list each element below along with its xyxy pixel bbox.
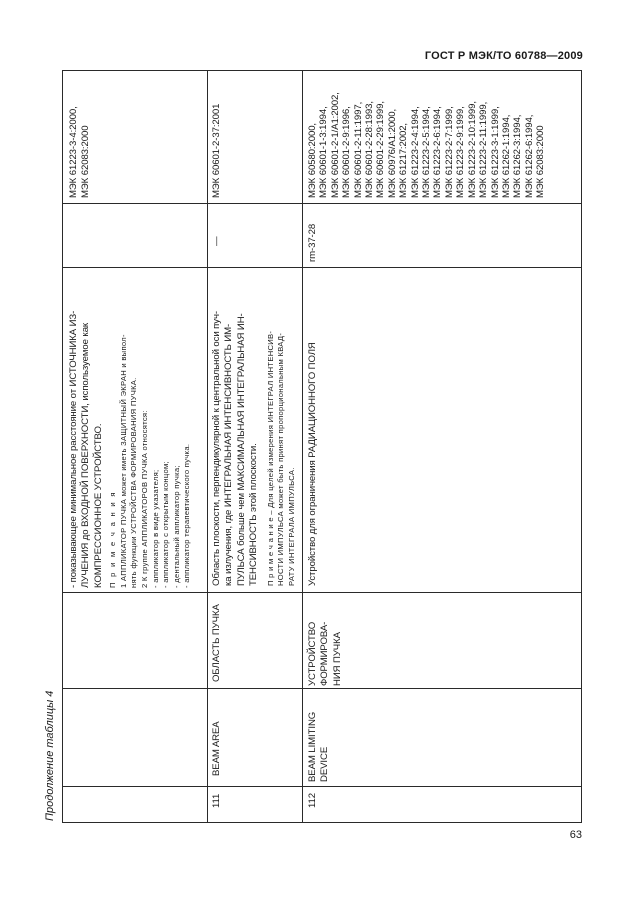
reference-item: МЭК 61262-6:1994, (523, 114, 535, 198)
reference-item: МЭК 61223-2-6:1994, (432, 106, 444, 198)
reference-item: МЭК 61262-1:1994, (500, 114, 512, 198)
reference-item: МЭК 62083:2000 (80, 125, 92, 198)
note-line: РАТУ ИНТЕГРАЛА ИМПУЛЬСА. (286, 467, 296, 586)
reference-item: МЭК 60601-2-11:1997, (352, 101, 364, 198)
table-border-bottom (62, 822, 582, 823)
reference-item: МЭК 60601-2-1/А1:2002, (329, 92, 341, 198)
table-border-right (581, 70, 582, 822)
reference-item: МЭК 61223-2-7:1999, (443, 106, 455, 198)
reference-item: МЭК 60601-2-29:1999, (375, 101, 387, 198)
note-line: НОСТИ ИМПУЛЬСА может быть принят пропорциональным КВАД- (276, 332, 286, 586)
column-separator (62, 592, 582, 593)
note-line: 2 К группе АППЛИКАТОРОВ ПУЧКА относятся: (140, 410, 149, 588)
row-112-references (307, 70, 547, 198)
definition-line: ЛУЧЕНИЯ до ВХОДНОЙ ПОВЕРХНОСТИ, используемое как (80, 322, 92, 588)
reference-item: МЭК 61223-3-4:2000, (68, 106, 79, 198)
row-112-definition (307, 266, 319, 586)
reference-item: МЭК 61262-3:1994, (512, 114, 524, 198)
reference-item: МЭК 61223-2-4:1994, (409, 106, 421, 198)
definition-line: Область плоскости, перпендикулярной к центральной оси пуч- (211, 311, 222, 586)
reference-item: МЭК 60976/А1:2000, (386, 108, 398, 198)
definition-line: КОМПРЕССИОННОЕ УСТРОЙСТВО. (92, 423, 104, 588)
row-111-code: — (211, 236, 222, 246)
row-111-reference: МЭК 60601-2-37:2001 (211, 103, 222, 198)
note-line: нять функции УСТРОЙСТВА ФОРМИРОВАНИЯ ПУЧКА. (129, 377, 139, 588)
row-112-number: 112 (307, 793, 318, 808)
row-112-code: rm-37-28 (307, 223, 318, 262)
row-111-definition (211, 266, 297, 586)
note-line: - аппликатор терапевтического пучка. (182, 443, 192, 588)
note-heading: П р и м е ч а н и я (108, 490, 118, 588)
page-header: ГОСТ Р МЭК/ТО 60788—2009 (424, 50, 583, 62)
definition-line: ТЕНСИВНОСТЬ этой плоскости. (248, 443, 260, 586)
note-line: П р и м е ч а н и е – Для целей измерения ИНТЕГРАЛ ИНТЕНСИВ- (265, 330, 275, 586)
reference-item: МЭК 61223-2-9:1999, (455, 106, 467, 198)
reference-item: МЭК 61223-3-1:1999, (489, 106, 501, 198)
continuation-references (68, 70, 93, 198)
note-line: - аппликатор с открытым концом; (161, 461, 171, 588)
table-caption: Продолжение таблицы 4 (44, 690, 56, 821)
reference-item: МЭК 62083:2000 (535, 125, 547, 198)
definition-line: ка излучения, где ИНТЕГРАЛЬНАЯ ИНТЕНСИВНОСТЬ ИМ- (223, 323, 235, 586)
reference-item: МЭК 60580:2000, (307, 123, 318, 198)
definition-line: Устройство для ограничения РАДИАЦИОННОГО ПОЛЯ (307, 342, 318, 586)
definition-line: - показывающее минимальное расстояние от ИСТОЧНИКА ИЗ- (68, 310, 79, 588)
column-separator (62, 203, 582, 204)
table-border-left (62, 70, 63, 822)
row-111-term-en: BEAM AREA (211, 721, 222, 776)
row-112-term-ru: УСТРОЙСТВО ФОРМИРОВА-НИЯ ПУЧКА (307, 621, 343, 686)
note-line: - дентальный аппликатор пучка; (171, 465, 181, 588)
row-separator (302, 70, 303, 822)
column-separator (62, 688, 582, 689)
row-111-number: 111 (211, 793, 222, 808)
reference-item: МЭК 60601-1-3:1994, (318, 106, 330, 198)
reference-item: МЭК 61223-2-5:1994, (421, 106, 433, 198)
column-separator (62, 786, 582, 787)
reference-item: МЭК 61223-2-10:1999, (466, 101, 478, 198)
row-separator (207, 70, 208, 822)
note-line: - аппликатор в виде указателя; (150, 469, 160, 588)
row-111-term-ru: ОБЛАСТЬ ПУЧКА (211, 604, 222, 682)
page-number: 63 (569, 829, 582, 841)
definition-line: ПУЛЬСА больше чем МАКСИМАЛЬНАЯ ИНТЕГРАЛЬНАЯ ИН- (235, 313, 247, 586)
continuation-definition (68, 268, 193, 588)
reference-item: МЭК 60601-2-9:1996, (341, 106, 353, 198)
reference-item: МЭК 61217:2002, (398, 123, 410, 198)
note-line: 1 АППЛИКАТОР ПУЧКА может иметь ЗАЩИТНЫЙ ЭКРАН и выпол- (118, 334, 128, 588)
reference-item: МЭК 60601-2-28:1993, (364, 101, 376, 198)
row-112-term-en: BEAM LIMITING DEVICE (307, 711, 331, 782)
reference-item: МЭК 61223-2-11:1999, (478, 101, 490, 198)
